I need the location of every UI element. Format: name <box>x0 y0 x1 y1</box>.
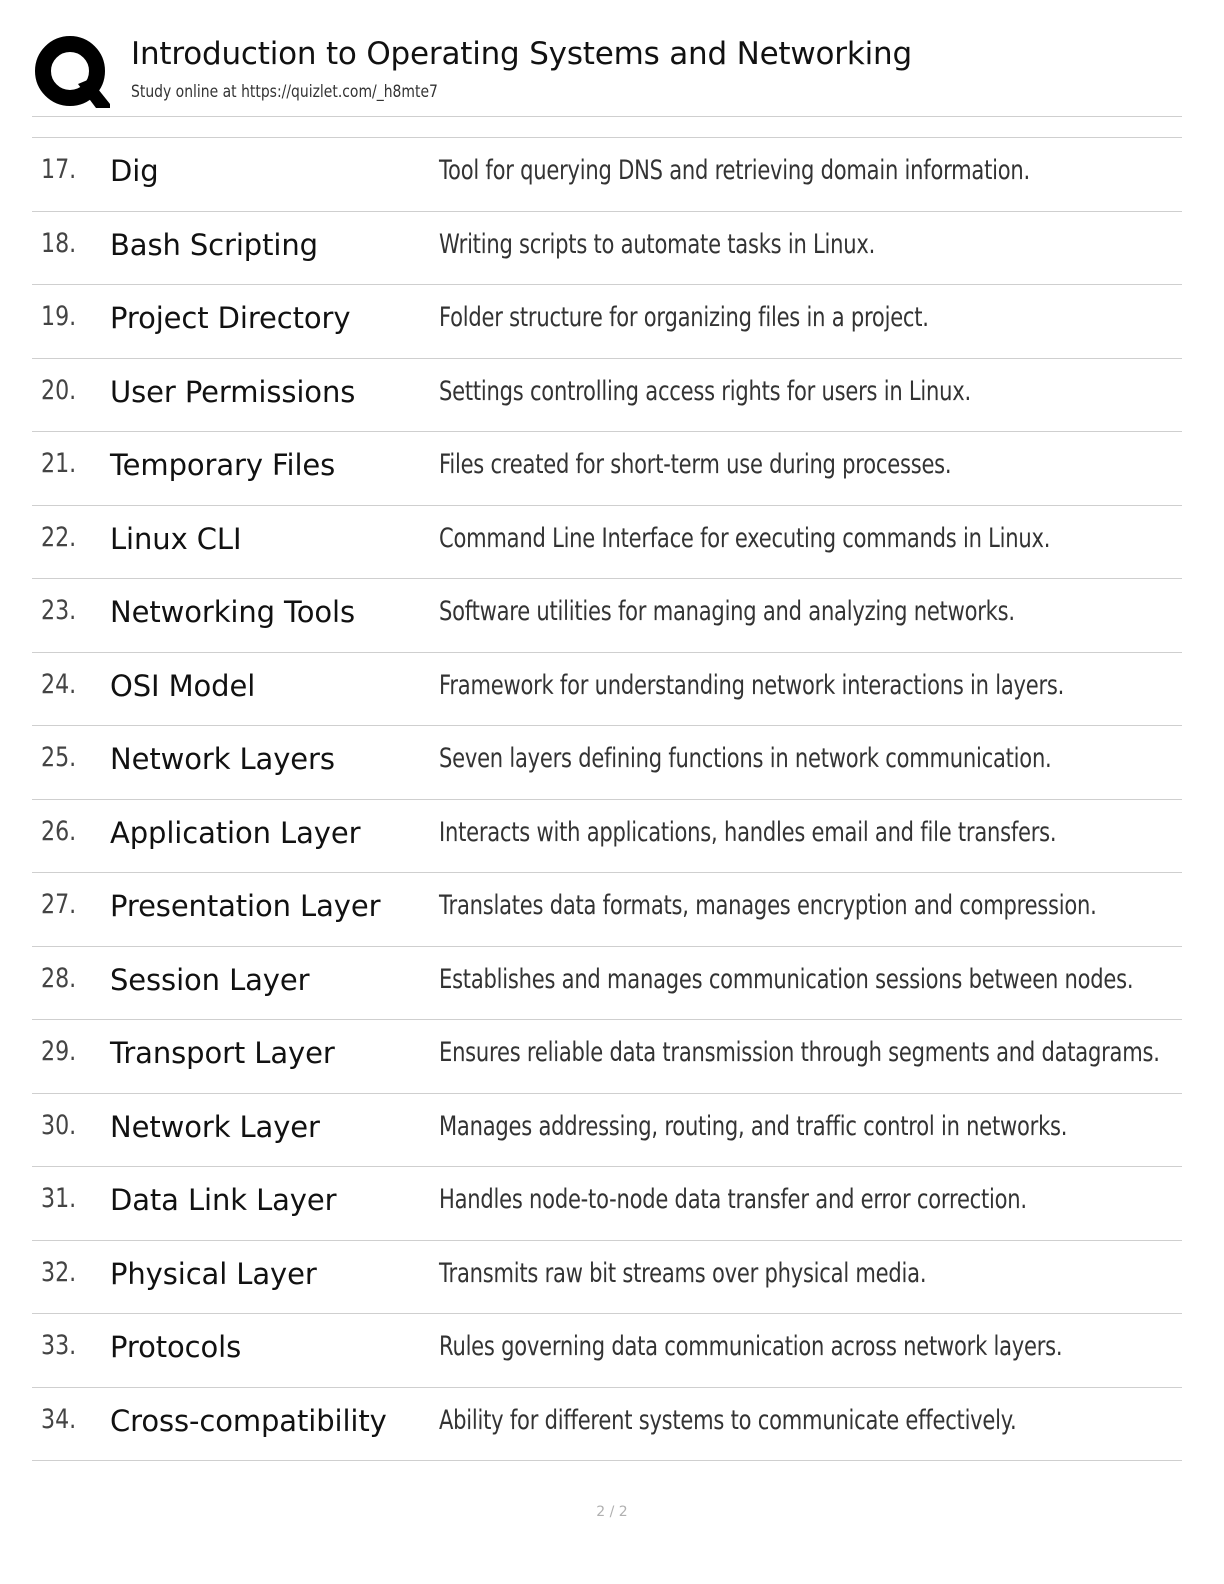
term-definition: Ability for different systems to communicate effectively. <box>439 1404 1017 1436</box>
term-row <box>32 726 1182 800</box>
term-number: 23. <box>41 595 77 626</box>
term-row <box>32 506 1182 580</box>
term-name: User Permissions <box>110 374 356 409</box>
term-row <box>32 138 1182 212</box>
term-number: 27. <box>41 889 77 920</box>
term-number: 21. <box>41 448 77 479</box>
term-name: Physical Layer <box>110 1256 317 1291</box>
term-row <box>32 1314 1182 1388</box>
page-number: 2 / 2 <box>596 1504 628 1520</box>
term-row <box>32 1388 1182 1462</box>
term-name: Network Layer <box>110 1109 320 1144</box>
term-name: Project Directory <box>110 301 351 335</box>
page-title: Introduction to Operating Systems and Networking <box>131 36 912 72</box>
term-name: Application Layer <box>110 815 361 850</box>
term-definition: Interacts with applications, handles email and file transfers. <box>439 816 1057 848</box>
term-number: 22. <box>41 521 77 553</box>
term-row <box>32 873 1182 947</box>
term-row <box>32 432 1182 506</box>
term-name: Presentation Layer <box>110 889 381 923</box>
term-row <box>32 359 1182 433</box>
term-number: 31. <box>41 1183 77 1214</box>
term-number: 19. <box>41 301 77 332</box>
term-number: 17. <box>41 154 77 185</box>
term-number: 25. <box>41 742 77 773</box>
term-name: Transport Layer <box>110 1036 335 1070</box>
term-number: 18. <box>41 227 77 259</box>
term-definition: Tool for querying DNS and retrieving domain information. <box>439 155 1030 186</box>
term-row <box>32 285 1182 359</box>
term-definition: Settings controlling access rights for users in Linux. <box>439 375 971 407</box>
terms-list <box>32 138 1182 1461</box>
term-definition: Translates data formats, manages encryption and compression. <box>439 890 1097 921</box>
term-name: Protocols <box>110 1330 242 1364</box>
term-row <box>32 212 1182 286</box>
term-definition: Ensures reliable data transmission through segments and datagrams. <box>439 1037 1160 1068</box>
term-number: 33. <box>41 1330 77 1361</box>
term-number: 30. <box>41 1109 77 1141</box>
term-number: 32. <box>41 1256 77 1288</box>
term-definition: Establishes and manages communication sessions between nodes. <box>439 963 1134 995</box>
term-row <box>32 1094 1182 1168</box>
term-row <box>32 653 1182 727</box>
term-name: Dig <box>110 154 159 188</box>
term-definition: Writing scripts to automate tasks in Linux. <box>439 228 876 260</box>
term-definition: Files created for short-term use during processes. <box>439 449 952 480</box>
header-divider <box>32 116 1182 117</box>
term-row <box>32 1020 1182 1094</box>
term-definition: Handles node-to-node data transfer and error correction. <box>439 1184 1027 1215</box>
term-number: 29. <box>41 1036 77 1067</box>
term-name: Cross-compatibility <box>110 1403 387 1438</box>
term-name: Temporary Files <box>110 448 336 482</box>
term-name: Linux CLI <box>110 521 242 556</box>
quizlet-q-icon <box>34 34 110 110</box>
term-number: 24. <box>41 668 77 700</box>
term-row <box>32 1167 1182 1241</box>
term-definition: Rules governing data communication across network layers. <box>439 1331 1063 1362</box>
term-row <box>32 1241 1182 1315</box>
term-row <box>32 800 1182 874</box>
term-number: 28. <box>41 962 77 994</box>
term-definition: Folder structure for organizing files in a project. <box>439 302 929 333</box>
term-number: 20. <box>41 374 77 406</box>
term-definition: Seven layers defining functions in network communication. <box>439 743 1052 774</box>
term-name: Data Link Layer <box>110 1183 337 1217</box>
study-online-link-text: Study online at https://quizlet.com/_h8mte7 <box>131 82 438 102</box>
page-header <box>0 0 1224 140</box>
term-name: Network Layers <box>110 742 335 776</box>
term-definition: Software utilities for managing and analyzing networks. <box>439 596 1015 627</box>
term-row <box>32 579 1182 653</box>
term-name: Session Layer <box>110 962 310 997</box>
term-name: Networking Tools <box>110 595 355 629</box>
term-definition: Command Line Interface for executing commands in Linux. <box>439 522 1051 554</box>
term-name: Bash Scripting <box>110 227 318 262</box>
term-row <box>32 947 1182 1021</box>
term-number: 34. <box>41 1403 77 1435</box>
term-definition: Transmits raw bit streams over physical media. <box>439 1257 927 1289</box>
term-name: OSI Model <box>110 668 256 703</box>
term-definition: Manages addressing, routing, and traffic control in networks. <box>439 1110 1068 1142</box>
term-definition: Framework for understanding network interactions in layers. <box>439 669 1065 701</box>
term-number: 26. <box>41 815 77 847</box>
